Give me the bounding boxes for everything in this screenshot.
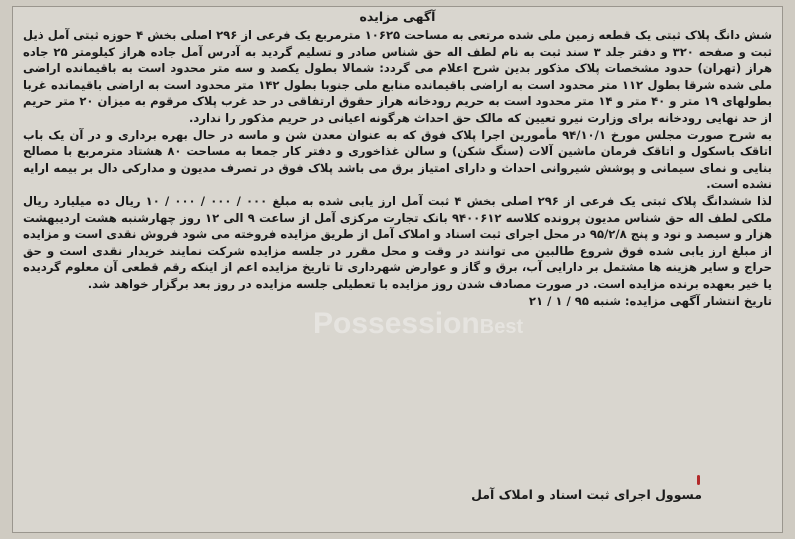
watermark-logo: PossessionBest xyxy=(313,307,524,340)
notice-document xyxy=(12,6,783,533)
notice-title: آگهی مزایده xyxy=(359,9,436,24)
red-mark xyxy=(697,475,700,485)
notice-paragraph-inspection: به شرح صورت مجلس مورخ ۹۴/۱۰/۱ مأمورین اجرا پلاک فوق که به عنوان معدن شن و ماسه در حال بهره برداری و در آن یک باب اتاقک باسکول و اتاقک فرمان ماشین آلات (سنگ شکن) و سالن غذاخوری و دفتر کار جمعا به مساحت ۸۰ هشتاد مترمربع با مصالح بنایی و نمای سیمانی و پوشش شیروانی احداث و دارای امتیاز برق می باشد پلاک فوق در تصرف مدیون و مدارکی دال بر بیمه ارایه نشده است. xyxy=(23,127,772,192)
notice-paragraph-auction: لذا ششدانگ پلاک ثبتی یک فرعی از ۲۹۶ اصلی بخش ۴ ثبت آمل ارز یابی شده به مبلغ ۰۰۰ / ۰۰۰ / ۰۰۰ / ۱۰ ریال ده میلیارد ریال ملکی لطف اله حق شناس مدیون پرونده کلاسه ۹۴۰۰۶۱۲ بانک تجارت مرکزی آمل از ساعت ۹ الی ۱۲ روز چهارشنبه هشت اردیبهشت هزار و سیصد و نود و پنج ۹۵/۲/۸ در محل اجرای ثبت اسناد و املاک آمل از طریق مزایده فروخته می شود فروش نقدی است و مزایده از مبلغ ارز یابی شده فوق شروع طالبین می توانند در وقت و محل مقرر در جلسه مزایده شرکت نمایند خریدار نقدی است و حق حراج و سایر هزینه ها مشتمل بر دارایی آب، برق و گاز و عوارض شهرداری تا تاریخ مزایده اعم از اینکه رقم قطعی آن معلوم گردیده یا خیر بعهده برنده مزایده است. در صورت مصادف شدن روز مزایده با تعطیلی جلسه مزایده در روز بعد برگزار خواهد شد. xyxy=(23,193,773,291)
publish-date: تاریخ انتشار آگهی مزایده: شنبه ۹۵ / ۱ / ۲۱ xyxy=(528,293,772,308)
signature-line: مسوول اجرای ثبت اسناد و املاک آمل xyxy=(471,487,702,502)
notice-paragraph-property: شش دانگ پلاک ثبتی یک قطعه زمین ملی شده مرتعی به مساحت ۱۰۶۲۵ مترمربع یک فرعی از ۲۹۶ اصلی بخش ۴ حوزه ثبتی آمل ذیل ثبت و صفحه ۳۲۰ و دفتر جلد ۳ سند ثبت به نام لطف اله حق شناس صادر و تسلیم گردید به آدرس آمل جاده هراز کیلومتر ۲۵ جاده هراز (تهران) حدود مشخصات پلاک مذکور بدین شرح اعلام می گردد: شمالا بطول یکصد و سه متر محدود است به باقیمانده اراضی ملی شده شرقا بطول ۱۱۲ متر محدود است به اراضی باقیمانده منابع ملی جنوبا بطول ۱۴۲ متر محدود است به اراضی باقیمانده غربا بطولهای ۱۹ متر و ۴۰ متر و ۱۴ متر محدود است به حریم رودخانه هراز حقوق ارتفاقی در حد غرب پلاک مرقوم به میزان ۲۰ متر حریم از حد نهایی رودخانه برای وزارت نیرو تعیین که مالک حق احداث هرگونه اعیانی در حریم مذکور را ندارد. xyxy=(23,28,773,125)
